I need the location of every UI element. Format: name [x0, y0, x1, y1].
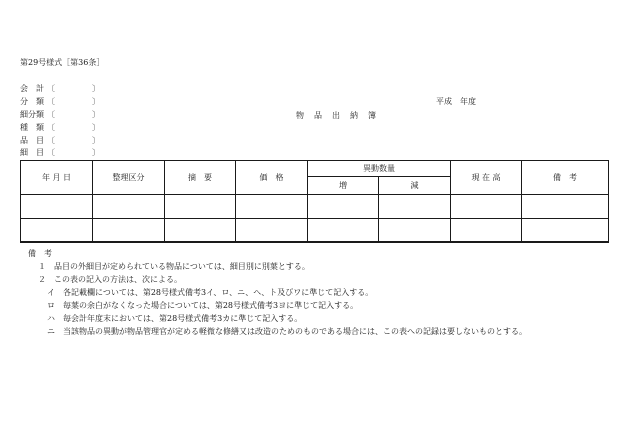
table-cell[interactable]: [522, 195, 609, 219]
table-cell[interactable]: [236, 219, 308, 243]
table-row: [21, 219, 609, 243]
field-bracket-open: 〔: [47, 136, 55, 145]
col-header-date: 年 月 日: [21, 161, 93, 195]
table-cell[interactable]: [451, 195, 522, 219]
col-header-price: 価 格: [236, 161, 308, 195]
notes-heading: 備 考: [28, 249, 52, 258]
field-bracket-close: 〕: [92, 97, 100, 106]
table-cell[interactable]: [451, 219, 522, 243]
table-cell[interactable]: [308, 219, 379, 243]
field-bracket-close: 〕: [92, 123, 100, 132]
page-title: 物 品 出 納 簿: [296, 111, 377, 120]
field-label: 細 目: [20, 148, 44, 157]
field-label: 種 類: [20, 123, 44, 132]
col-header-summary: 摘 要: [165, 161, 236, 195]
note-subitem: ロ 毎葉の余白がなくなった場合については、第28号様式備考3ヨに準じて記入する。: [47, 301, 359, 310]
field-label: 会 計: [20, 84, 44, 93]
note-subitem: イ 各記載欄については、第28号様式備考3イ、ロ、ニ、ヘ、ト及びワに準じて記入する。: [47, 288, 374, 297]
fiscal-year: 平成 年度: [436, 97, 476, 106]
table-cell[interactable]: [379, 219, 451, 243]
table-cell[interactable]: [308, 195, 379, 219]
col-header-on-hand: 現 在 高: [451, 161, 522, 195]
note-subitem: ニ 当該物品の異動が物品管理官が定める軽微な修繕又は改造のためのものである場合には、この表への記録は要しないものとする。: [47, 327, 527, 336]
field-bracket-open: 〔: [47, 123, 55, 132]
header-row: [21, 161, 609, 177]
col-header-remarks: 備 考: [522, 161, 609, 195]
table-bottom-rule: [20, 241, 608, 243]
note-subitem: ハ 毎会計年度末においては、第28号様式備考3カに準じて記入する。: [47, 314, 303, 323]
field-label: 細分類: [20, 110, 44, 119]
table-cell[interactable]: [93, 219, 165, 243]
table-cell[interactable]: [21, 195, 93, 219]
table-cell[interactable]: [379, 195, 451, 219]
table-cell[interactable]: [93, 195, 165, 219]
col-header-decrease: 減: [379, 177, 451, 195]
table-cell[interactable]: [522, 219, 609, 243]
field-label: 分 類: [20, 97, 44, 106]
table-cell[interactable]: [21, 219, 93, 243]
table-cell[interactable]: [165, 195, 236, 219]
ledger-table: [20, 160, 609, 243]
col-header-change-qty: 異動数量: [308, 161, 451, 177]
col-header-category: 整理区分: [93, 161, 165, 195]
col-header-increase: 増: [308, 177, 379, 195]
field-label: 品 目: [20, 136, 44, 145]
field-bracket-open: 〔: [47, 110, 55, 119]
table-cell[interactable]: [236, 195, 308, 219]
field-bracket-open: 〔: [47, 97, 55, 106]
field-bracket-open: 〔: [47, 148, 55, 157]
field-bracket-close: 〕: [92, 110, 100, 119]
table-cell[interactable]: [165, 219, 236, 243]
note-item: ２ この表の記入の方法は、次による。: [38, 275, 182, 284]
table-row: [21, 195, 609, 219]
form-number: 第29号様式［第36条］: [20, 58, 105, 67]
field-bracket-open: 〔: [47, 84, 55, 93]
field-bracket-close: 〕: [92, 148, 100, 157]
field-bracket-close: 〕: [92, 136, 100, 145]
note-item: １ 品目の外細目が定められている物品については、細目別に別葉とする。: [38, 262, 310, 271]
field-bracket-close: 〕: [92, 84, 100, 93]
